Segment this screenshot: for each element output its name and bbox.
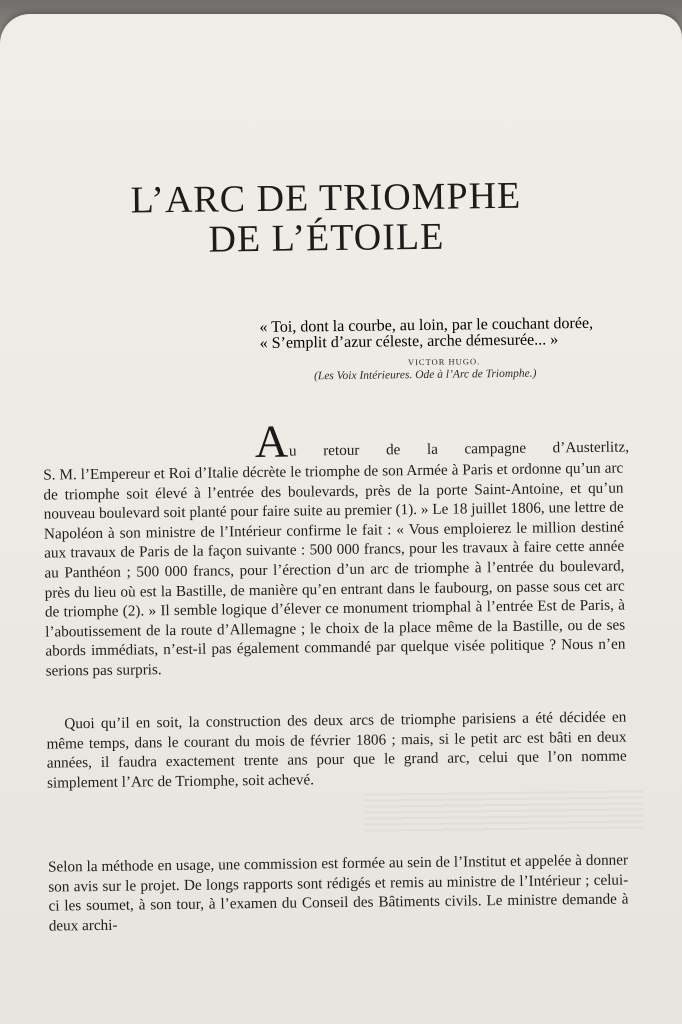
drop-cap: A — [254, 415, 289, 468]
book-page — [0, 14, 682, 1024]
paragraph-2-text: Quoi qu’il en soit, la construction des deux arcs de triomphe parisiens a été décidée en même temps, dans le courant du mois de février 1806 ; mais, si le petit arc est bâti en deux années, il faudra exactement trente ans pour que le grand arc, celui que l’on nomme simplement l’Arc de Triomphe, soit achevé. — [46, 708, 627, 792]
paragraph-2 — [46, 708, 627, 793]
page-content — [0, 14, 682, 1024]
lead-line: u retour de la campagne d’Austerlitz, — [288, 438, 630, 460]
show-through-text — [363, 790, 643, 833]
paragraph-3 — [48, 851, 629, 936]
epigraph-line-1: « Toi, dont la courbe, au loin, par le couchant dorée, — [259, 314, 594, 336]
epigraph-author: VICTOR HUGO. — [407, 356, 481, 368]
epigraph-line-2: « S’emplit d’azur céleste, arche démesurée... » — [259, 331, 559, 352]
paragraph-1 — [43, 459, 626, 682]
chapter-title-line-1: L’ARC DE TRIOMPHE — [130, 174, 522, 222]
paragraph-1-text: S. M. l’Empereur et Roi d’Italie décrète le triomphe de son Armée à Paris et ordonne qu’un arc de triomphe soit élevé à l’entrée des boulevards, près de la porte Saint-Antoine, et qu’un nouveau boulevard soit planté pour faire suite au premier (1). » Le 18 juillet 1806, une lettre de Napoléon à son ministre de l’Intérieur confirme le fait : « Vous emploierez le million destiné aux travaux de Paris de la façon suivante : 500 000 francs, pour les travaux à faire cette année au Panthéon ; 500 000 francs, pour l’érection d’un arc de triomphe à l’entrée du boulevard, près du lieu où est la Bastille, de manière qu’en entrant dans le faubourg, on passe sous cet arc de triomphe (2). » Il semble logique d’élever ce monument triomphal à l’entrée Est de Paris, à l’aboutissement de la route d’Allemagne ; le choix de la place même de la Bastille, ou de ses abords immédiats, n’est-il pas également commandé par quelque visée politique ? Nous n’en serions pas surpris. — [43, 459, 626, 680]
epigraph-source: (Les Voix Intérieures. Ode à l’Arc de Triomphe.) — [313, 367, 537, 383]
chapter-title-line-2: DE L’ÉTOILE — [208, 215, 445, 261]
paragraph-3-text: Selon la méthode en usage, une commission est formée au sein de l’Institut et appelée à donner son avis sur le projet. De longs rapports sont rédigés et remis au ministre de l’Intérieur ; celui-ci les soumet, à son tour, à l’examen du Conseil des Bâtiments civils. Le ministre demande à deux archi- — [47, 851, 629, 935]
